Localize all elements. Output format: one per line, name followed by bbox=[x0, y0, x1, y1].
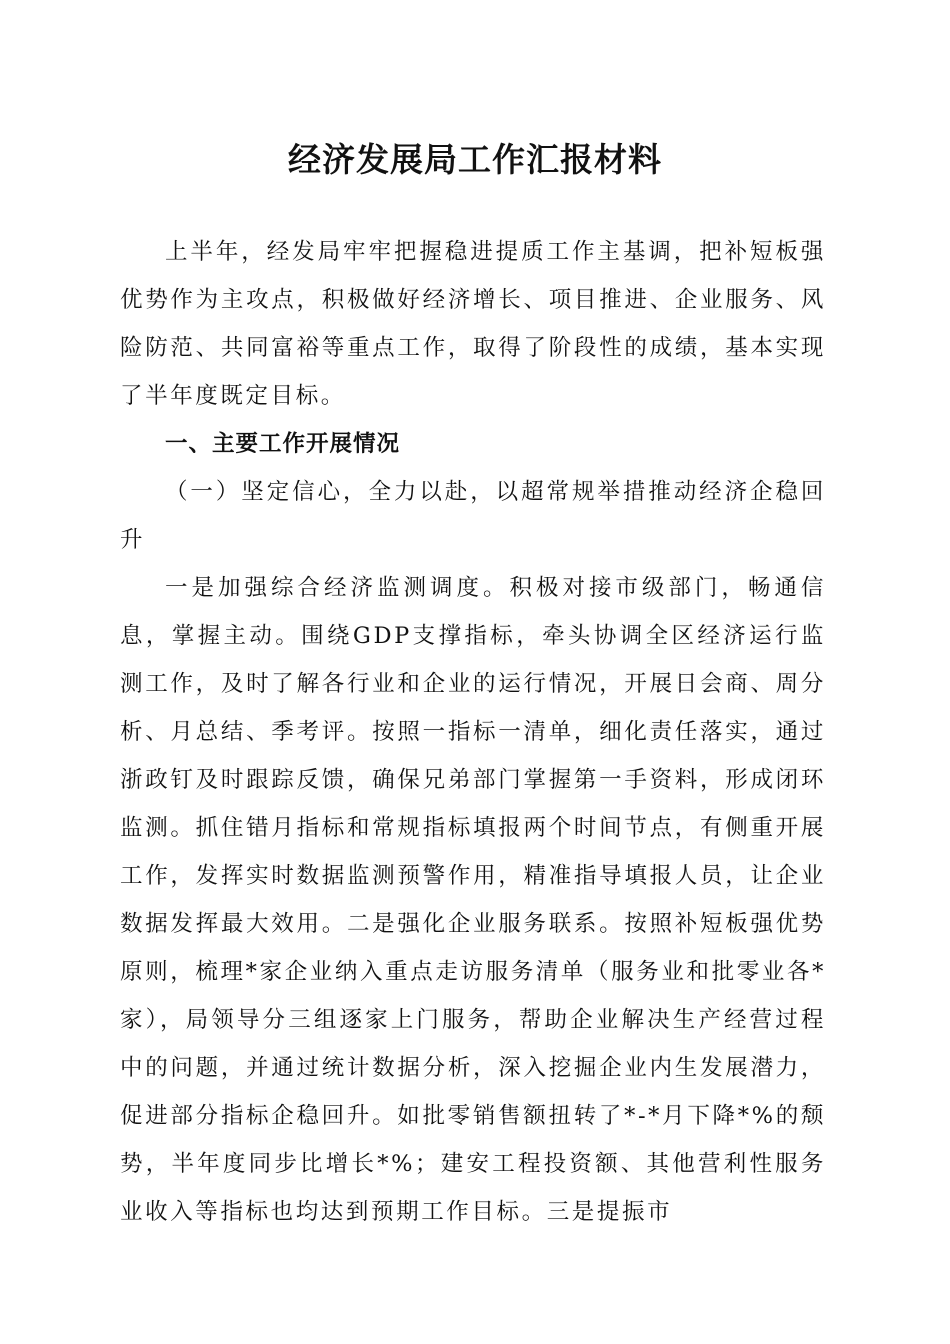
paragraph-body: 积极对接市级部门，畅通信息，掌握主动。围绕GDP支撑指标，牵头协调全区经济运行监测工作，及时了解各行业和企业的运行情况，开展日会商、周分析、月总结、季考评。按照一指标一清单，细化责任落实，通过浙政钉及时跟踪反馈，确保兄弟部门掌握第一手资料，形成闭环监测。抓住错月指标和常规指标填报两个时间节点，有侧重开展工作，发挥实时数据监测预警作用，精准指导填报人员，让企业数据发挥最大效用。二是强化企业服务联系。按照补短板强优势原则，梳理*家企业纳入重点走访服务清单（服务业和批零业各*家），局领导分三组逐家上门服务，帮助企业解决生产经营过程中的问题，并通过统计数据分析，深入挖掘企业内生发展潜力，促进部分指标企稳回升。如批零销售额扭转了*-*月下降*%的颓势，半年度同步比增长*%；建安工程投资额、其他营利性服务业收入等指标也均达到预期工作目标。三是提振市 bbox=[120, 575, 827, 1225]
section-heading: 一、主要工作开展情况 bbox=[165, 431, 401, 457]
paragraph-lead: 一是加强综合经济监测调度。 bbox=[165, 575, 510, 601]
intro-paragraph: 上半年，经发局牢牢把握稳进提质工作主基调，把补短板强优势作为主攻点，积极做好经济增长、项目推进、企业服务、风险防范、共同富裕等重点工作，取得了阶段性的成绩，基本实现了半年度既定目标。 bbox=[120, 239, 826, 409]
subsection-heading: （一）坚定信心，全力以赴，以超常规举措推动经济企稳回升 bbox=[120, 479, 826, 553]
document-title: 经济发展局工作汇报材料 bbox=[288, 140, 662, 179]
body-paragraph bbox=[120, 564, 826, 1236]
document-body bbox=[120, 228, 826, 1236]
